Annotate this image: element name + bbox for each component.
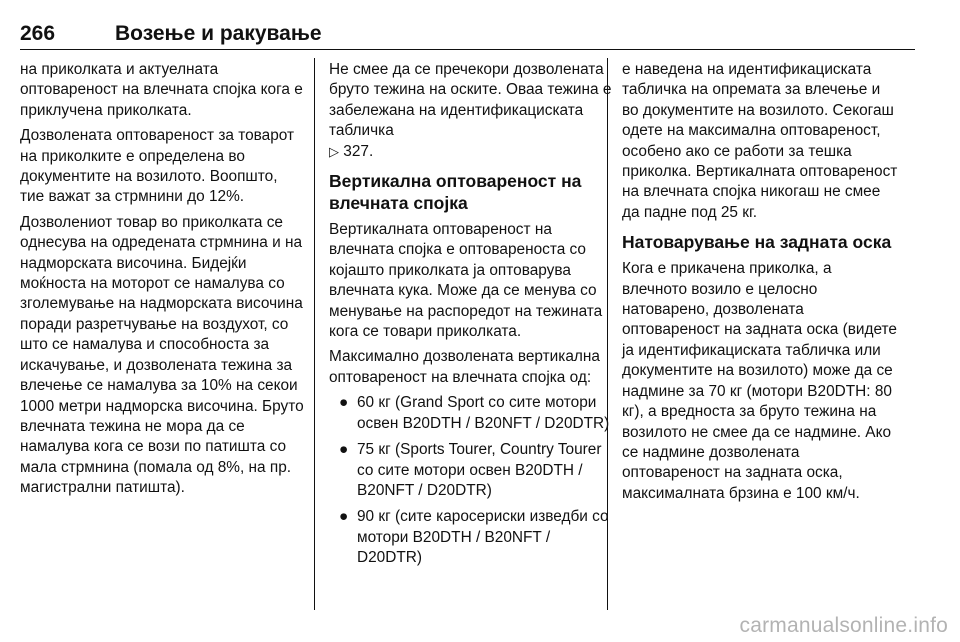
page-header: [16, 6, 916, 46]
watermark: carmanualsonline.info: [739, 614, 948, 637]
bullet-icon: ●: [339, 508, 349, 526]
col2-paragraph-1: [329, 60, 612, 162]
section-heading-vertical-load: Вертикална оптовареност на влечната спојка: [329, 171, 582, 214]
section-heading-rear-axle: Натоварување на задната оска: [622, 232, 892, 253]
column-divider-2: [607, 58, 608, 610]
page-reference-icon: ▷: [329, 143, 339, 159]
chapter-title: Возење и ракување: [115, 22, 322, 45]
list-item-text: 60 кг (Grand Sport со сите мотори освен B20DTH / B20NFT / D20DTR): [357, 394, 610, 432]
column-divider-1: [314, 58, 315, 610]
list-item: [329, 507, 612, 568]
bullet-icon: ●: [339, 441, 349, 459]
bullet-icon: ●: [339, 394, 349, 412]
col2-paragraph-2: Вертикалната оптовареност на влечната спојка е оптовареноста со којашто приколката ја оптоварува влечната кука. Може да се менува со менување на распоредот на тежината кога се товари приколката.: [329, 221, 603, 341]
page-reference-link[interactable]: 327.: [343, 142, 374, 160]
load-bullet-list: [329, 393, 612, 568]
page-number: 266: [20, 22, 56, 45]
list-item: [329, 393, 612, 434]
list-item-text: 90 кг (сите каросериски изведби со мотори B20DTH / B20NFT / D20DTR): [357, 508, 609, 567]
col1-paragraph-1: на приколката и актуелната оптовареност на влечната спојка кога е приклучена приколката.: [20, 61, 303, 119]
col2-paragraph-3: Максимално дозволената вертикална оптовареност на влечната спојка од:: [329, 348, 600, 386]
col3-paragraph-1: е наведена на идентификациската табличка на опремата за влечење и во документите на возилото. Секогаш одете на максимална оптовареност, особено ако се работи за тешка приколка. Вертикалната оптовареност на влечната спојка никогаш не смее да падне под 25 кг.: [622, 61, 898, 221]
col1-paragraph-2: Дозволената оптовареност за товарот на приколките е определена во документите на возилото. Воопшто, тие важат за стрмнини до 12%.: [20, 127, 295, 206]
list-item: [329, 440, 612, 501]
column-3: [622, 60, 898, 509]
col1-paragraph-3: Дозволениот товар во приколката се однесува на одредената стрмнина и на надморската височина. Бидејќи моќноста на моторот се намалува со зголемување на надморската височина поради разретчување на воздухот, со што се намалува и способноста за искачување, и дозволената тежина за влечење се намалува за 10% на секои 1000 метри надморска височина. Бруто влечната тежина не мора да се намалува кога се вози по патишта со мала стрмнина (помала од 8%, на пр. магистрални патишта).: [20, 213, 304, 497]
list-item-text: 75 кг (Sports Tourer, Country Tourer со сите мотори освен B20DTH / B20NFT / D20DTR): [357, 441, 602, 499]
column-2: [329, 60, 612, 575]
col2-paragraph-1-text: Не смее да се пречекори дозволената бруто тежина на оските. Оваа тежина е забележана на идентификациската табличка: [329, 61, 612, 140]
column-1: [20, 60, 304, 504]
header-rule: [20, 49, 915, 50]
col3-paragraph-2: Кога е прикачена приколка, а влечното возило е целосно натоварено, дозволената оптовареност на задната оска (видете ја идентификациската табличка или документите на возилото) може да се надмине за 70 кг (мотори B20DTH: 80 кг), а вредноста за бруто тежина на возилото не смее да се надмине. Ако се надмине дозволената оптовареност на задната оска, максималната брзина е 100 км/ч.: [622, 260, 897, 502]
